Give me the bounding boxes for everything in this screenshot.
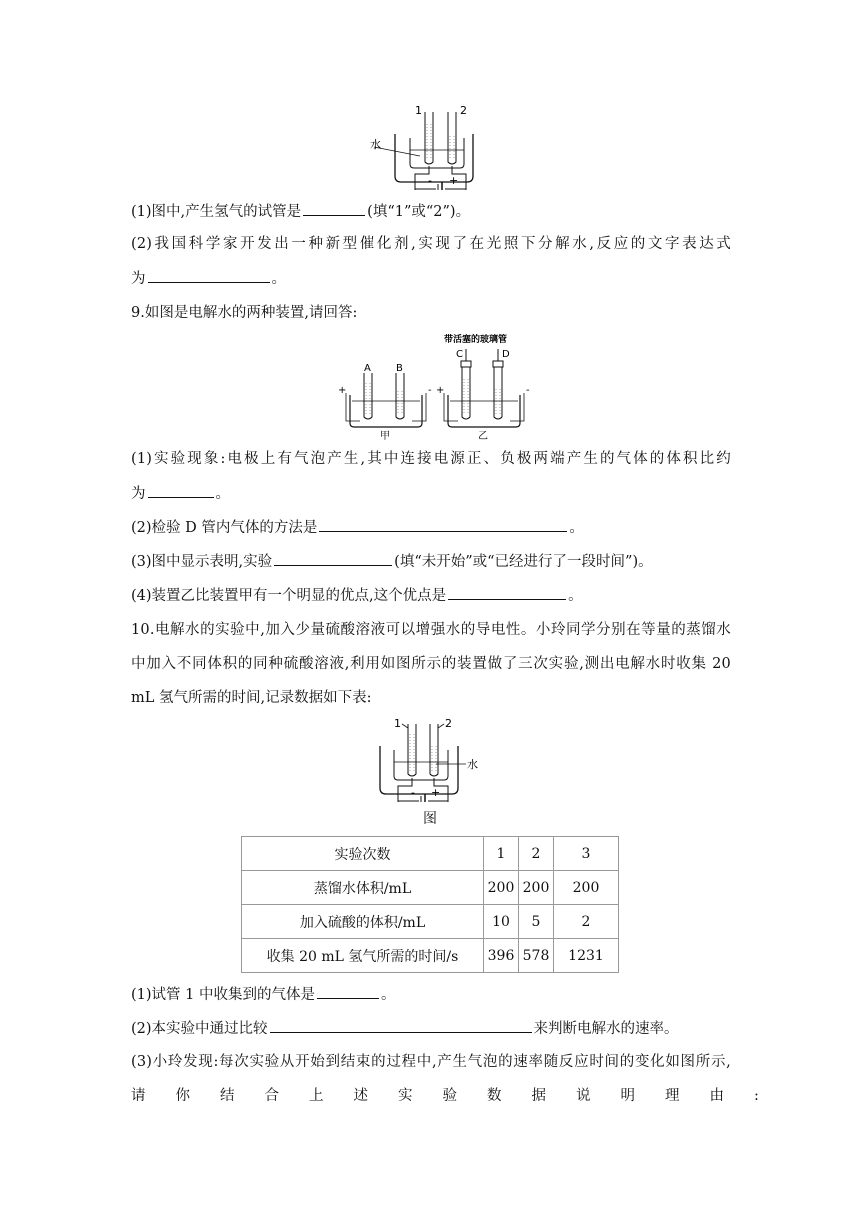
answer-blank[interactable] <box>303 201 365 216</box>
table-cell: 200 <box>519 871 554 905</box>
tube-c-label: C <box>456 349 463 360</box>
electrolysis-figure-1 <box>370 104 490 190</box>
table-cell: 200 <box>484 871 519 905</box>
q8-part1: (1)图中,产生氢气的试管是 (填“1”或“2”)。 <box>131 201 731 222</box>
table-cell: 578 <box>519 939 554 973</box>
device-jia-label: 甲 <box>380 431 390 441</box>
table-header-cell: 1 <box>484 837 519 871</box>
table-header-cell: 实验次数 <box>242 837 484 871</box>
table-cell: 2 <box>554 905 619 939</box>
tube-2-label: 2 <box>445 717 452 730</box>
answer-blank[interactable] <box>274 551 392 566</box>
table-cell: 5 <box>519 905 554 939</box>
minus-sign-yi: - <box>526 385 530 396</box>
table-row <box>242 871 619 905</box>
table-header-cell: 3 <box>554 837 619 871</box>
electrolysis-figure-2 <box>336 333 532 441</box>
table-header-row <box>242 837 619 871</box>
answer-blank[interactable] <box>148 483 214 498</box>
q9-part2: (2)检验 D 管内气体的方法是 。 <box>131 517 731 538</box>
answer-blank[interactable] <box>319 517 567 532</box>
minus-sign: - <box>428 174 432 187</box>
q10-part2: (2)本实验中通过比较 来判断电解水的速率。 <box>131 1018 731 1039</box>
device-yi-label: 乙 <box>478 431 488 441</box>
q9-part1-line1: (1)实验现象:电极上有气泡产生,其中连接电源正、负极两端产生的气体的体积比约 <box>131 451 731 467</box>
electrolysis-figure-3 <box>366 716 492 802</box>
q9-part4: (4)装置乙比装置甲有一个明显的优点,这个优点是 。 <box>131 585 731 606</box>
water-label: 水 <box>467 758 478 771</box>
answer-blank[interactable] <box>270 1018 532 1033</box>
q9-part3: (3)图中显示表明,实验 (填“未开始”或“已经进行了一段时间”)。 <box>131 551 731 572</box>
q10-line3: mL 氢气所需的时间,记录数据如下表: <box>131 690 372 706</box>
table-cell: 200 <box>554 871 619 905</box>
table-cell: 10 <box>484 905 519 939</box>
stopcock-tube-label: 带活塞的玻璃管 <box>444 335 508 345</box>
table-cell: 蒸馏水体积/mL <box>242 871 484 905</box>
table-cell: 收集 20 mL 氢气所需的时间/s <box>242 939 484 973</box>
plus-sign-yi: + <box>436 385 445 396</box>
tube-b-label: B <box>396 363 403 374</box>
tube-1-label: 1 <box>394 717 401 730</box>
q8-part2-line1: (2)我国科学家开发出一种新型催化剂,实现了在光照下分解水,反应的文字表达式 <box>131 236 731 252</box>
plus-sign: + <box>449 174 459 187</box>
table-cell: 1231 <box>554 939 619 973</box>
data-table <box>241 836 619 973</box>
table-header-cell: 2 <box>519 837 554 871</box>
q9-part1-line2: 为 。 <box>131 483 731 504</box>
tube-2-label: 2 <box>460 104 467 117</box>
plus-sign-jia: + <box>338 385 347 396</box>
table-cell: 396 <box>484 939 519 973</box>
minus-sign: - <box>411 786 415 799</box>
table-row <box>242 905 619 939</box>
q8-part2-line2: 为 。 <box>131 268 731 289</box>
q10-line2: 中加入不同体积的同种硫酸溶液,利用如图所示的装置做了三次实验,测出电解水时收集 20 <box>131 656 731 672</box>
tube-a-label: A <box>364 363 371 374</box>
tube-1-label: 1 <box>415 104 422 117</box>
answer-blank[interactable] <box>448 585 566 600</box>
plus-sign: + <box>431 786 441 799</box>
table-row <box>242 939 619 973</box>
water-label: 水 <box>370 138 381 151</box>
figure-caption: 图 <box>423 811 437 827</box>
answer-blank[interactable] <box>148 268 270 283</box>
q10-line1: 10.电解水的实验中,加入少量硫酸溶液可以增强水的导电性。小玲同学分别在等量的蒸馏水 <box>131 622 731 638</box>
q10-part1: (1)试管 1 中收集到的气体是 。 <box>131 984 731 1005</box>
q9-intro: 9.如图是电解水的两种装置,请回答: <box>131 305 358 321</box>
tube-d-label: D <box>502 349 510 360</box>
q10-part3-line1: (3)小玲发现:每次实验从开始到结束的过程中,产生气泡的速率随反应时间的变化如图所示, <box>131 1054 731 1070</box>
answer-blank[interactable] <box>317 984 379 999</box>
table-cell: 加入硫酸的体积/mL <box>242 905 484 939</box>
minus-sign-jia: - <box>428 385 432 396</box>
q10-part3-line2: 请你结合上述实验数据说明理由: <box>131 1088 789 1104</box>
